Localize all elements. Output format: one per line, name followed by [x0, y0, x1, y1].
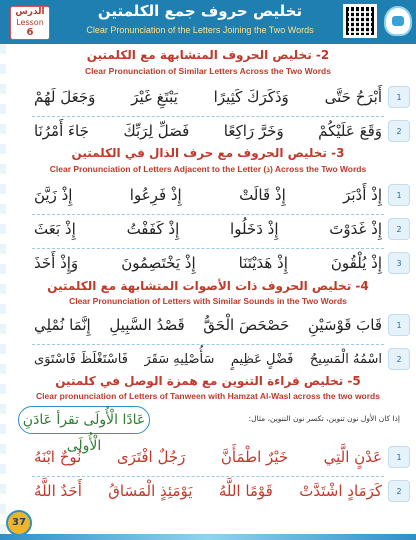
section-5-row-1	[4, 440, 412, 474]
section-4-heading-ar: 4- تخليص الحروف ذات الأصوات المتشابهة مع الكلمتين	[47, 279, 369, 293]
row-number: 1	[388, 446, 410, 468]
section-4-heading-en: Clear Pronunciation of Letters with Similar Sounds in the Two Words	[69, 296, 347, 306]
lesson-number: 6	[26, 27, 34, 38]
word-pair: يَبْتَغِ غَيْرَ	[131, 88, 178, 106]
word-pair: وَقَعَ عَلَيْكُمْ	[318, 122, 382, 140]
section-3-row-1	[4, 178, 412, 212]
word-pair: قَابَ قَوْسَيْنِ	[307, 316, 382, 334]
word-pair: إِذْ بَعَثَ	[34, 220, 76, 238]
word-pair: وَإِذْ أَخَذَ	[34, 254, 79, 272]
word-pair: إِذْ دَخَلُوا	[230, 220, 279, 238]
word-pair: أَحَدٌ اللَّهُ	[34, 482, 82, 500]
row-number: 1	[388, 184, 410, 206]
page-title-en: Clear Pronunciation of the Letters Joining the Two Words	[86, 25, 314, 35]
row-number: 2	[388, 120, 410, 142]
section-4-row-1	[4, 308, 412, 342]
section-5-row-2	[4, 474, 412, 508]
word-pair: إِذْ هَدَيْتَنَا	[238, 254, 288, 272]
section-5-heading-en: Clear pronunciation of Letters of Tanween with Hamzat Al-Wasl across the two words	[36, 391, 380, 401]
word-pair: إِذْ قَالَتْ	[239, 186, 286, 204]
section-3-row-3	[4, 246, 412, 280]
row-number: 2	[388, 480, 410, 502]
section-3-heading-en: Clear Pronunciation of Letters Adjacent to the Letter (ذ) Across the Two Words	[49, 164, 367, 174]
word-pair: إِذْ زَيَّنَ	[34, 186, 73, 204]
word-pair: وَذَكَرَكَ كَثِيرًا	[213, 88, 289, 106]
word-pair: وَجَعَلَ لَهُمْ	[34, 88, 96, 106]
section-4-row-2	[4, 342, 412, 376]
word-pair: يَوْمَئِذٍ الْمَسَاقُ	[108, 482, 193, 500]
section-2-heading-ar: 2- تخليص الحروف المتشابهة مع الكلمتين	[86, 48, 330, 62]
word-pair: جَاءَ أَمْرُنَا	[34, 122, 89, 140]
row-number: 2	[388, 348, 410, 370]
page-number-badge: 37	[6, 510, 32, 536]
word-pair: إِنَّمَا نُمْلِي	[34, 316, 91, 334]
note-text: إذا كان الأول نون تنوين، تكسر نون التنوين، مثال:	[248, 414, 400, 423]
lesson-label-en: Lesson	[16, 18, 44, 27]
word-pair: قَوْمًا اللَّهُ	[218, 482, 273, 500]
word-pair: اسْمُهُ الْمَسِيحُ	[309, 351, 382, 367]
row-number: 1	[388, 314, 410, 336]
word-pair: إِذْ يَخْتَصِمُونَ	[121, 254, 196, 272]
section-2-heading-en: Clear Pronunciation of Similar Letters Across the Two Words	[85, 66, 331, 76]
word-pair: إِذْ أَدْبَرَ	[343, 186, 382, 204]
page-header	[0, 0, 416, 44]
example-box: عَادًا الْأُولَى تقرأ عَادَنِ الْأُولَى	[18, 406, 150, 434]
word-pair: عَدْنٍ الَّتِي	[323, 448, 382, 466]
word-pair: كَرَمَادٍ اشْتَدَّتْ	[299, 482, 382, 500]
word-pair: سَأُصْلِيهِ سَقَرَ	[144, 351, 215, 367]
word-pair: فَاسْتَغْلَظَ فَاسْتَوَى	[34, 351, 128, 367]
page-title-ar: تخليص حروف جمع الكلمتين	[97, 2, 303, 20]
word-pair: رَجُلٌ افْتَرَى	[116, 448, 186, 466]
word-pair: أَبْرَحُ حَتَّى	[324, 88, 382, 106]
section-5-heading-ar: 5- تخليص قراءة التنوين مع همزة الوصل في كلمتين	[55, 374, 361, 388]
footer-decoration	[0, 534, 416, 540]
section-2-row-2	[4, 114, 412, 148]
tanween-note	[10, 406, 406, 454]
row-number: 1	[388, 86, 410, 108]
section-2-row-1	[4, 80, 412, 114]
logo-icon	[384, 6, 412, 36]
row-number: 2	[388, 218, 410, 240]
word-pair: إِذْ غَدَوْتَ	[329, 220, 382, 238]
word-pair: فَصَلِّ لِرَبِّكَ	[123, 122, 190, 140]
word-pair: إِذْ فَرِعُوا	[129, 186, 182, 204]
word-pair: إِذْ يُلْقُونَ	[330, 254, 382, 272]
word-pair: خَيْرٌ اطْمَأَنَّ	[220, 448, 289, 466]
section-3-heading-ar: 3- تخليص الحروف مع حرف الذال في الكلمتين	[71, 146, 345, 160]
word-pair: حَصْحَصَ الْحَقُّ	[203, 316, 290, 334]
word-pair: فَضْلٍ عَظِيمٍ	[230, 351, 294, 367]
qr-code-icon[interactable]	[344, 5, 376, 37]
word-pair: إِذْ كَفَفْتُ	[126, 220, 180, 238]
lesson-label-ar: الدرس	[15, 7, 45, 17]
word-pair: وَخَرَّ رَاكِعًا	[223, 122, 284, 140]
row-number: 3	[388, 252, 410, 274]
lesson-badge	[10, 6, 50, 40]
word-pair: قَصْدُ السَّبِيلِ	[109, 316, 185, 334]
section-3-row-2	[4, 212, 412, 246]
word-pair: نُوحٌ ابْنَهُ	[34, 448, 82, 466]
